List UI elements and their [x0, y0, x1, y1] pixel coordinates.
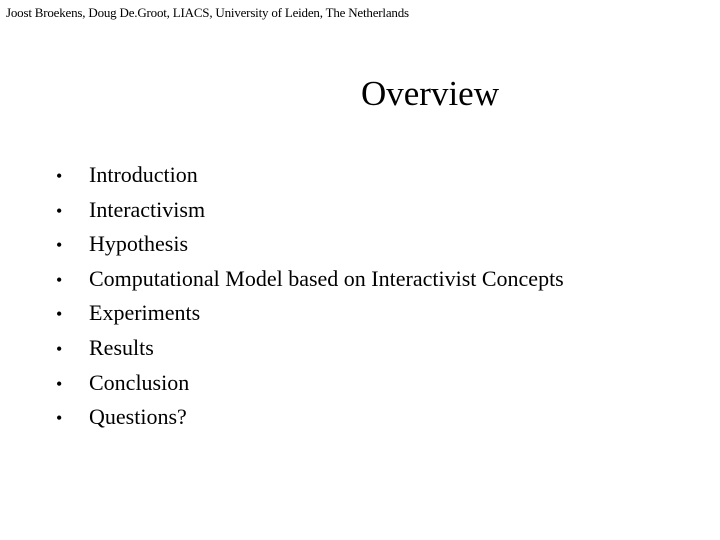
list-item-label: Conclusion — [89, 369, 190, 395]
author-affiliation-header: Joost Broekens, Doug De.Groot, LIACS, University of Leiden, The Netherlands — [6, 5, 409, 20]
list-item-label: Results — [89, 334, 154, 360]
list-item-label: Computational Model based on Interactivist Concepts — [89, 265, 564, 291]
list-item-questions — [56, 400, 564, 435]
bullet-icon: • — [56, 200, 63, 221]
bullet-icon: • — [56, 269, 63, 290]
list-item-results — [56, 331, 564, 366]
list-item-introduction — [56, 158, 564, 193]
overview-bullet-list — [56, 158, 564, 435]
list-item-label: Introduction — [89, 162, 198, 187]
list-item-label: Questions? — [89, 404, 187, 430]
bullet-icon: • — [56, 408, 63, 429]
list-item-computational-model — [56, 262, 564, 297]
bullet-icon: • — [56, 166, 63, 186]
list-item-label: Experiments — [89, 300, 201, 326]
list-item-interactivism — [56, 193, 564, 228]
bullet-icon: • — [56, 304, 63, 325]
slide-title: Overview — [360, 74, 499, 113]
list-item-label: Interactivism — [89, 196, 206, 222]
bullet-icon: • — [56, 338, 63, 359]
list-item-hypothesis — [56, 227, 564, 262]
list-item-conclusion — [56, 366, 564, 401]
list-item-label: Hypothesis — [89, 231, 188, 257]
bullet-icon: • — [56, 235, 63, 256]
bullet-icon: • — [56, 373, 63, 394]
list-item-experiments — [56, 296, 564, 331]
